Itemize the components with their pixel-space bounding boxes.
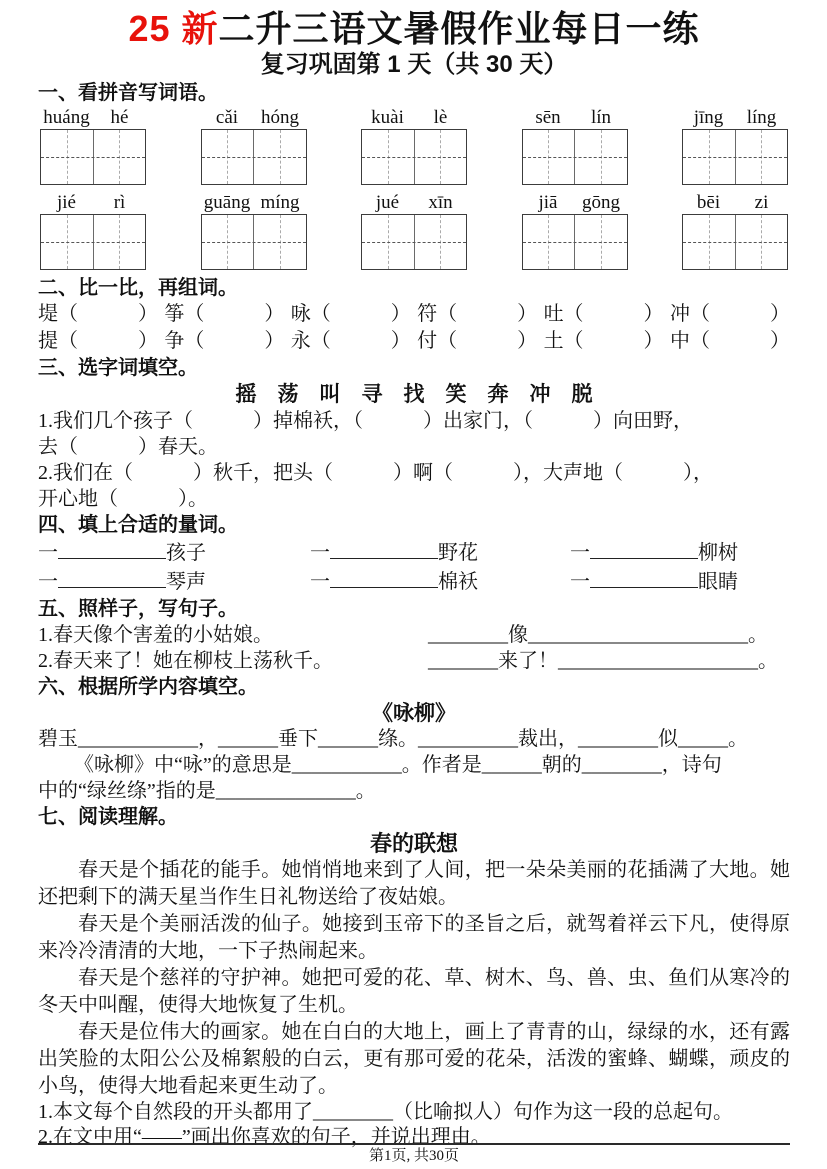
pinyin-syllable: rì [113,192,126,213]
section-compare-heading: 二、比一比，再组词。 [38,277,238,299]
title-highlight: 25 新 [128,8,219,49]
grid-cell [253,215,306,269]
compare-item: 付（ ） [417,330,538,352]
measure-item [570,538,738,567]
blank-line [590,567,698,588]
pinyin-syllable: huáng [43,107,90,128]
pinyin-syllable: xīn [428,192,453,213]
reading-question: 2.在文中用“——”画出你喜欢的句子，并说出理由。 [38,1126,491,1148]
essay-paragraph: 春天是位伟大的画家。她在白白的大地上，画上了青青的山，绿绿的水，还有露出笑脸的太阳公公及棉絮般的白云，更有那可爱的花朵，活泼的蜜蜂、蝴蝶，顽皮的小鸟，使得大地看起来更生动了。 [38,1021,790,1097]
grid-cell [414,130,467,184]
page-title [38,8,790,50]
writing-grid [682,129,788,185]
measure-prefix: 一 [38,542,58,564]
compare-item: 土（ ） [543,330,664,352]
page-number: 第1页, 共30页 [368,1148,459,1164]
compare-item: 永（ ） [290,330,411,352]
measure-item [38,538,310,567]
blank-line [330,538,438,559]
pinyin-syllable: gōng [582,192,620,213]
grid-cell [523,130,575,184]
pinyin-syllable: sēn [535,107,561,128]
pinyin-syllable: jué [375,192,400,213]
blank-line [58,567,166,588]
pinyin-syllable: míng [260,192,300,213]
sentence-example: 1.春天像个害羞的小姑娘。 [38,624,273,646]
pinyin-label [682,191,788,214]
pinyin-label [40,106,146,129]
pinyin-group [522,106,628,185]
pinyin-syllable: guāng [203,192,251,213]
pinyin-syllable: jīng [693,107,724,128]
sentence-blank-pattern: ________像______________________。 [428,624,768,646]
measure-noun: 柳树 [698,542,738,564]
writing-grid [40,214,146,270]
poem-title: 《咏柳》 [372,701,456,725]
grid-cell [202,215,254,269]
measure-prefix: 一 [570,542,590,564]
grid-cell [735,130,788,184]
section-measure-heading: 四、填上合适的量词。 [38,514,238,536]
grid-cell [683,215,735,269]
section-measure [38,513,790,596]
measure-prefix: 一 [310,542,330,564]
grid-cell [735,215,788,269]
section-sentence-heading: 五、照样子，写句子。 [38,598,238,620]
section-fill [38,675,790,804]
section-compare [38,276,790,355]
pinyin-group [682,106,788,185]
writing-grid [522,129,628,185]
blank-line [58,538,166,559]
writing-grid [682,214,788,270]
essay-title: 春的联想 [369,831,458,856]
blank-line [590,538,698,559]
pinyin-label [201,106,307,129]
pinyin-label [682,106,788,129]
pinyin-syllable: lín [590,107,612,128]
pinyin-syllable: hóng [261,107,299,128]
section-pinyin-heading: 一、看拼音写词语。 [38,82,218,104]
pinyin-group [40,191,146,270]
measure-row-2 [38,567,790,596]
compare-row-2 [38,328,790,355]
grid-cell [574,130,627,184]
essay-paragraph: 春天是个美丽活泼的仙子。她接到玉帝下的圣旨之后，就驾着祥云下凡，使得原来冷冷清清的大地，一下子热闹起来。 [38,913,790,962]
pinyin-group [201,191,307,270]
writing-grid [201,214,307,270]
sentence-row [38,622,790,648]
compare-row-1 [38,301,790,328]
writing-grid [361,129,467,185]
pinyin-syllable: jié [57,192,76,213]
compare-item: 中（ ） [669,330,790,352]
compare-item: 咏（ ） [290,303,411,325]
measure-prefix: 一 [310,571,330,593]
choose-line: 开心地（ ）。 [38,488,208,510]
fill-line: 碧玉____________，______垂下______绦。__________裁出，________似_____。 [38,728,748,750]
section-choose [38,356,790,512]
sentence-example: 2.春天来了！她在柳枝上荡秋千。 [38,650,333,672]
grid-cell [362,130,414,184]
grid-cell [41,215,93,269]
compare-item: 吐（ ） [543,303,664,325]
pinyin-label [522,191,628,214]
measure-noun: 野花 [438,542,478,564]
measure-row-1 [38,538,790,567]
grid-cell [93,130,146,184]
sentence-row [38,648,790,674]
pinyin-group [361,191,467,270]
pinyin-group [522,191,628,270]
fill-line: 《咏柳》中“咏”的意思是___________。作者是______朝的________，诗句 [74,754,722,776]
grid-cell [683,130,735,184]
title-main-text: 二升三语文暑假作业每日一练 [218,8,700,49]
pinyin-row-2 [40,191,788,270]
grid-cell [93,215,146,269]
pinyin-syllable: hé [110,107,129,128]
writing-grid [522,214,628,270]
essay-paragraph: 春天是个插花的能手。她悄悄地来到了人间，把一朵朵美丽的花插满了大地。她还把剩下的满天星当作生日礼物送给了夜姑娘。 [38,859,790,908]
measure-item [38,567,310,596]
measure-prefix: 一 [38,571,58,593]
measure-noun: 棉袄 [438,571,478,593]
grid-cell [523,215,575,269]
pinyin-syllable: líng [746,107,777,128]
pinyin-label [40,191,146,214]
page-footer [38,1143,790,1166]
pinyin-group [682,191,788,270]
measure-item [310,567,570,596]
compare-item: 符（ ） [417,303,538,325]
pinyin-label [361,106,467,129]
section-sentence [38,597,790,674]
pinyin-group [361,106,467,185]
grid-cell [41,130,93,184]
reading-question: 1.本文每个自然段的开头都用了________（比喻拟人）句作为这一段的总起句。 [38,1101,733,1123]
measure-noun: 孩子 [166,542,206,564]
essay-paragraph: 春天是个慈祥的守护神。她把可爱的花、草、树木、鸟、兽、虫、鱼们从寒冷的冬天中叫醒，使得大地恢复了生机。 [38,967,790,1016]
pinyin-syllable: lè [433,107,448,128]
pinyin-syllable: kuài [371,107,404,128]
grid-cell [574,215,627,269]
measure-noun: 眼睛 [698,571,738,593]
fill-line: 中的“绿丝绦”指的是______________。 [38,780,376,802]
writing-grid [40,129,146,185]
grid-cell [414,215,467,269]
section-pinyin [38,81,790,270]
choose-line: 1.我们几个孩子（ ）掉棉袄，（ ）出家门，（ ）向田野， [38,410,693,432]
grid-cell [253,130,306,184]
word-bank: 摇 荡 叫 寻 找 笑 奔 冲 脱 [235,382,593,406]
writing-grid [361,214,467,270]
compare-item: 堤（ ） [38,303,158,325]
grid-cell [362,215,414,269]
pinyin-label [361,191,467,214]
page-subtitle: 复习巩固第 1 天（共 30 天） [260,51,568,78]
measure-item [570,567,738,596]
blank-line [330,567,438,588]
compare-item: 冲（ ） [669,303,790,325]
compare-item: 提（ ） [38,330,158,352]
pinyin-group [40,106,146,185]
section-choose-heading: 三、选字词填空。 [38,357,198,379]
measure-prefix: 一 [570,571,590,593]
sentence-blank-pattern: _______来了！____________________。 [428,650,778,672]
pinyin-syllable: bēi [696,192,721,213]
choose-line: 去（ ）春天。 [38,436,218,458]
compare-item: 争（ ） [164,330,285,352]
compare-item: 筝（ ） [164,303,285,325]
pinyin-group [201,106,307,185]
measure-item [310,538,570,567]
pinyin-syllable: zi [754,192,769,213]
pinyin-syllable: jiā [538,192,558,213]
section-fill-heading: 六、根据所学内容填空。 [38,676,258,698]
section-reading [38,805,790,1150]
pinyin-label [201,191,307,214]
writing-grid [201,129,307,185]
section-reading-heading: 七、阅读理解。 [38,806,178,828]
choose-line: 2.我们在（ ）秋千，把头（ ）啊（ ），大声地（ ）， [38,462,713,484]
grid-cell [202,130,254,184]
measure-noun: 琴声 [166,571,206,593]
pinyin-label [522,106,628,129]
pinyin-row-1 [40,106,788,185]
pinyin-syllable: cǎi [215,107,239,128]
